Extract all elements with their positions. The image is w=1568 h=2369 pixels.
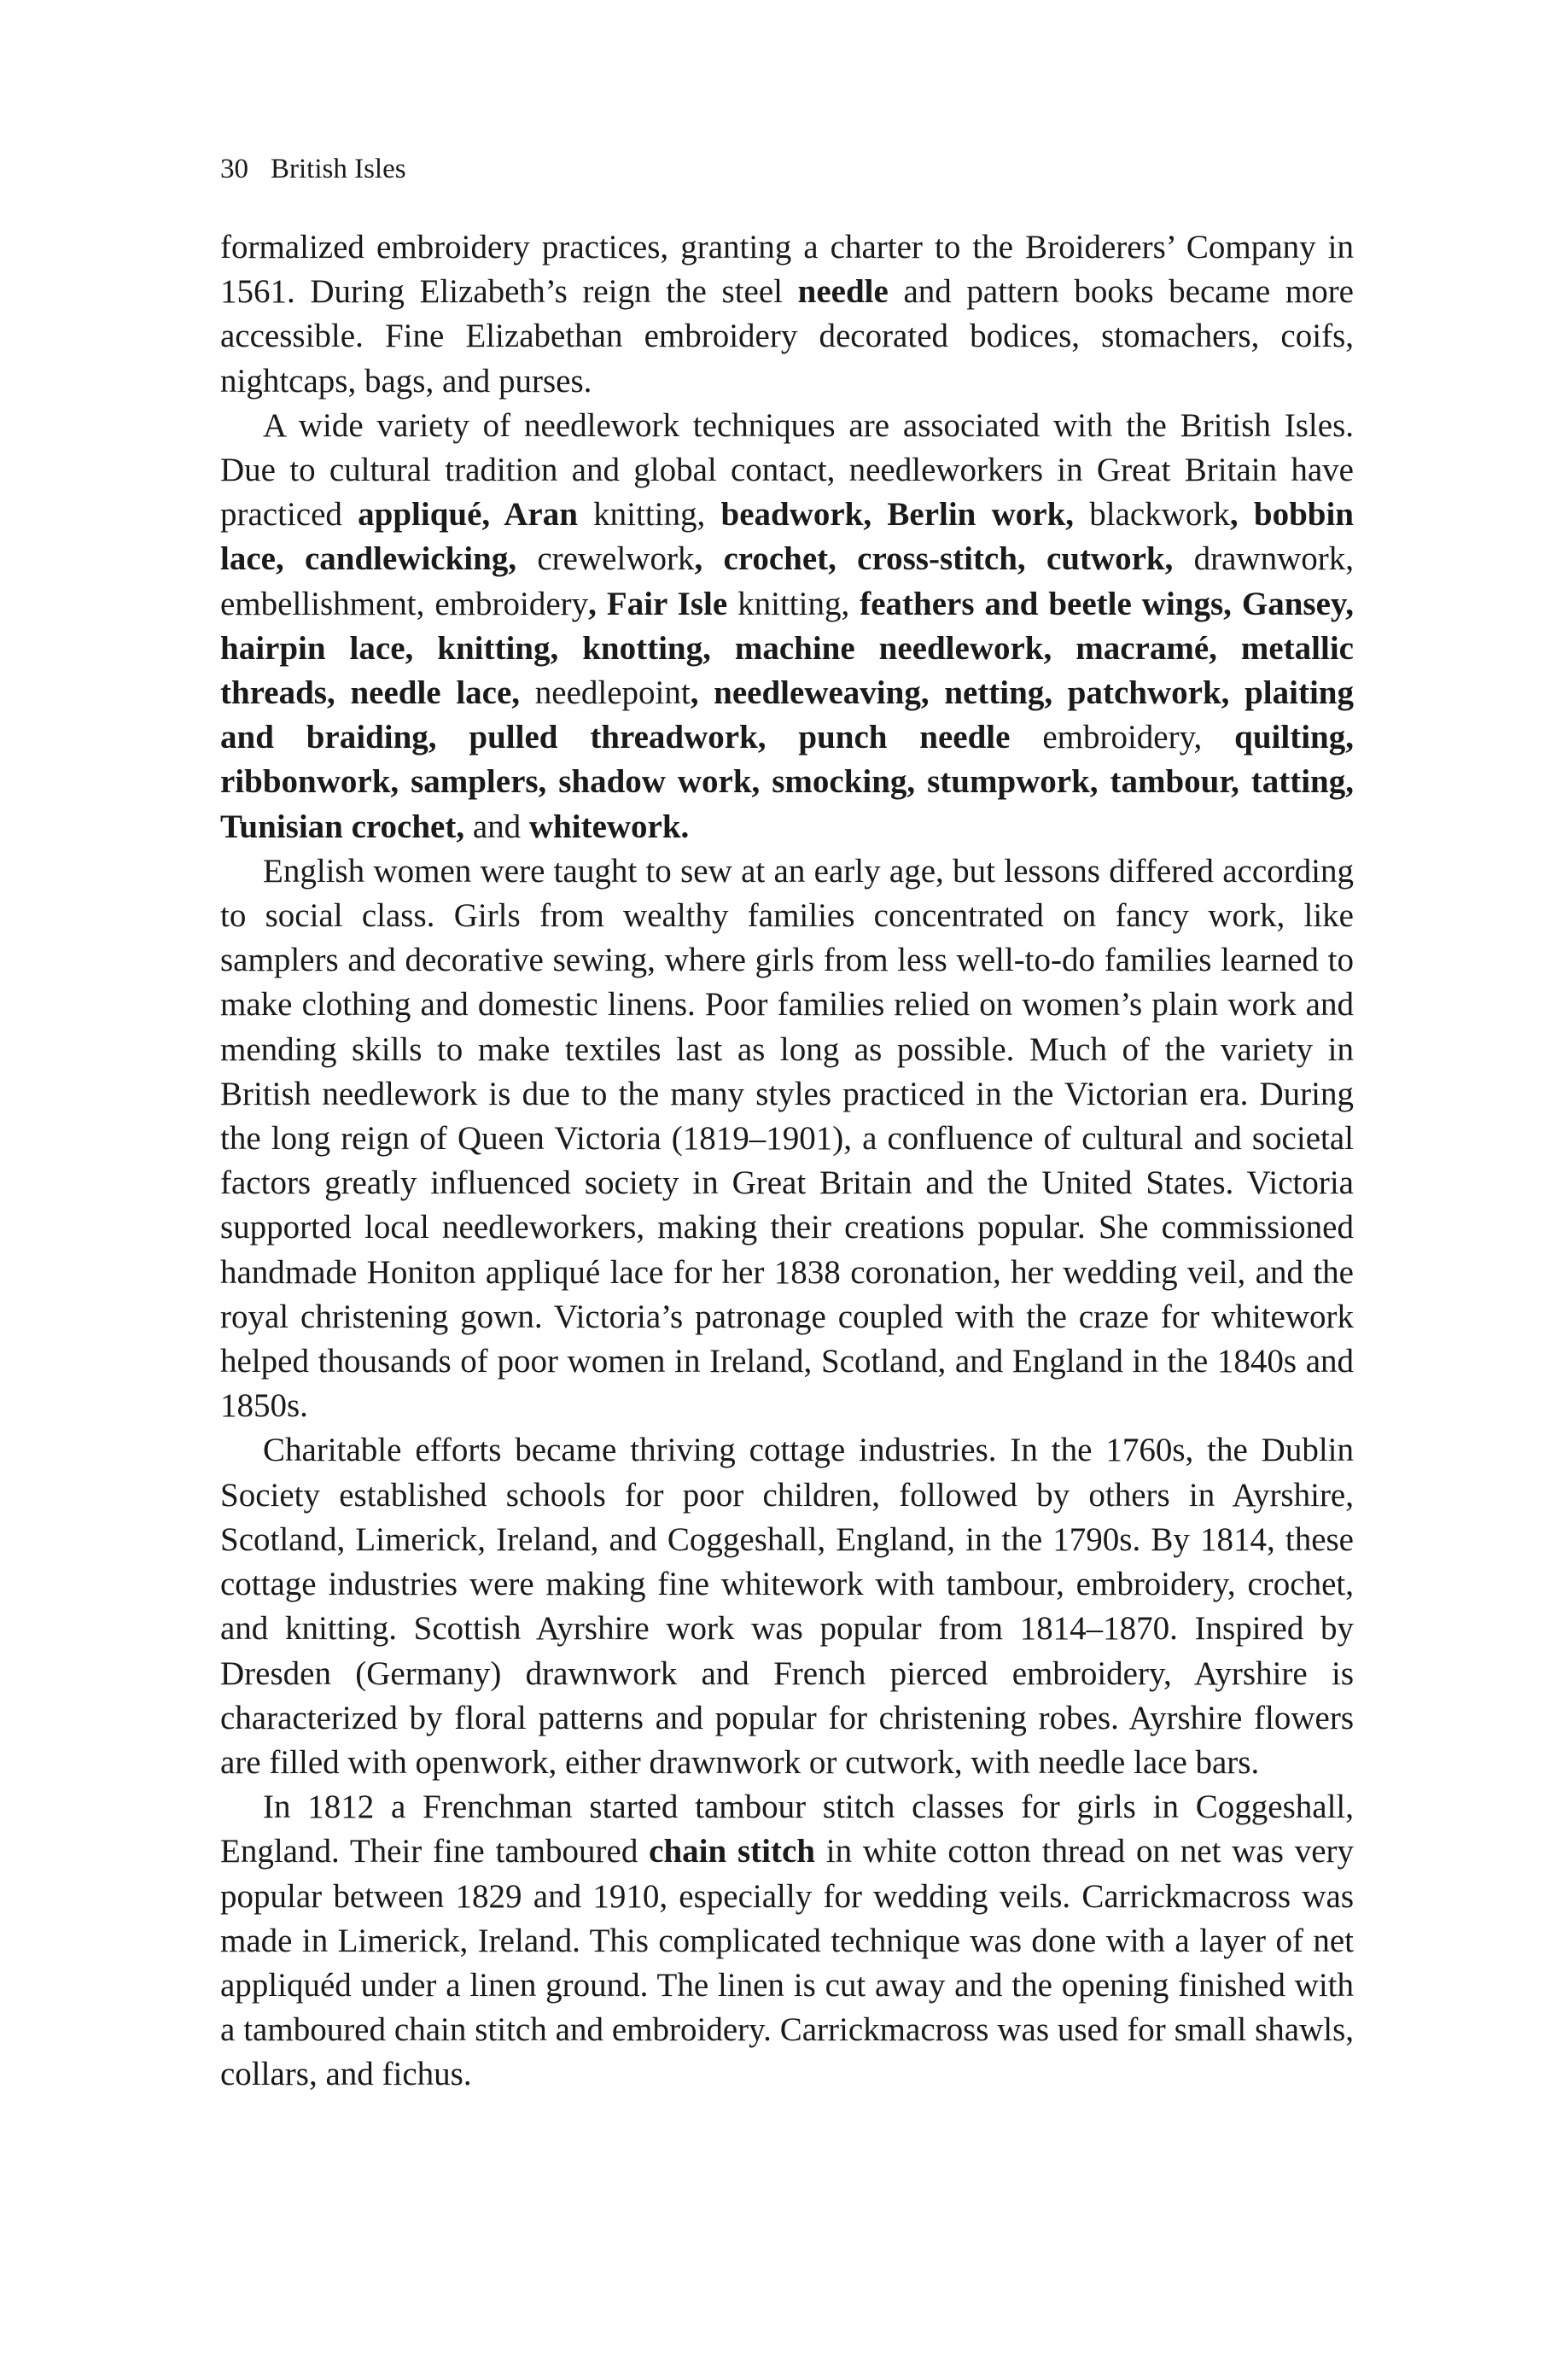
bold-term: needle: [797, 273, 889, 311]
text-run: and pattern books became more accessible. Fine Elizabethan embroidery decorated bodices, stomachers, coifs, nightcaps, bags, and purses.: [220, 273, 1354, 400]
text-run: in white cotton thread on net was very popular between 1829 and 1910, especially for wedding veils. Carrickmacross was made in Limerick, Ireland. This complicated technique was done with a layer of net appliquéd under a linen ground. The linen is cut away and the opening finished with a tamboured chain stitch and embroidery. Carrickmacross was used for small shawls, collars, and fichus.: [220, 1833, 1354, 2093]
bold-term: feathers and beetle wings, Gansey, hairpin lace, knitting, knotting, machine needlework, macramé, metallic threads, needle lace,: [220, 585, 1355, 712]
text-run: blackwork: [1074, 496, 1230, 534]
bold-term: quilting, ribbonwork, samplers, shadow work, smocking, stumpwork, tambour, tatting, Tunisian crochet,: [220, 719, 1354, 845]
text-run: Charitable efforts became thriving cottage industries. In the 1760s, the Dublin Society established schools for poor children, followed by others in Ayrshire, Scotland, Limerick, Ireland, and Coggeshall, England, in the 1790s. By 1814, these cottage industries were making fine whitework with tambour, embroidery, crochet, and knitting. Scottish Ayrshire work was popular from 1814–1870. Inspired by Dresden (Germany) drawnwork and French pierced embroidery, Ayrshire is characterized by floral patterns and popular for christening robes. Ayrshire flowers are filled with openwork, either drawnwork or cutwork, with needle lace bars.: [220, 1432, 1354, 1781]
bold-term: beadwork, Berlin work,: [720, 496, 1075, 534]
text-run: embroidery,: [1010, 719, 1235, 756]
text-run: and: [464, 808, 529, 845]
text-run: knitting,: [577, 496, 721, 534]
paragraph: [220, 225, 1354, 404]
page-number: 30: [220, 154, 248, 184]
running-title: British Isles: [271, 154, 406, 184]
bold-term: , needleweaving, netting, patchwork, plaiting and braiding, pulled threadwork, punch needle: [220, 674, 1354, 756]
text-run: needlepoint: [520, 674, 691, 712]
running-head: [220, 152, 406, 186]
paragraph: [220, 849, 1354, 1429]
text-run: drawnwork, embellishment, embroidery: [220, 540, 1354, 622]
bold-term: whitework.: [528, 808, 690, 845]
bold-term: , Fair Isle: [588, 585, 728, 622]
body-text: [220, 225, 1354, 2098]
bold-term: appliqué, Aran: [358, 496, 578, 534]
text-run: knitting,: [727, 585, 860, 622]
text-run: crewelwork: [516, 540, 695, 578]
paragraph: [220, 404, 1354, 849]
text-run: In 1812 a Frenchman started tambour stitch classes for girls in Coggeshall, England. Their fine tamboured: [220, 1788, 1354, 1870]
text-run: formalized embroidery practices, granting a charter to the Broiderers’ Company in 1561. During Elizabeth’s reign the steel: [220, 229, 1354, 311]
paragraph: [220, 1428, 1354, 1785]
bold-term: , crochet, cross-stitch, cutwork,: [694, 540, 1174, 578]
bold-term: , bobbin lace, candlewicking,: [220, 496, 1354, 578]
text-run: English women were taught to sew at an early age, but lessons differed according to social class. Girls from wealthy families concentrated on fancy work, like samplers and decorative sewing, where girls from less well-to-do families learned to make clothing and domestic linens. Poor families relied on women’s plain work and mending skills to make textiles last as long as possible. Much of the variety in British needlework is due to the many styles practiced in the Victorian era. During the long reign of Queen Victoria (1819–1901), a confluence of cultural and societal factors greatly influenced society in Great Britain and the United States. Victoria supported local needleworkers, making their creations popular. She commissioned handmade Honiton appliqué lace for her 1838 coronation, her wedding veil, and the royal christening gown. Victoria’s patronage coupled with the craze for whitework helped thousands of poor women in Ireland, Scotland, and England in the 1840s and 1850s.: [220, 852, 1354, 1425]
text-run: A wide variety of needlework techniques are associated with the British Isles. Due to cultural tradition and global contact, needleworkers in Great Britain have practiced: [220, 406, 1354, 534]
bold-term: chain stitch: [649, 1833, 815, 1870]
paragraph: [220, 1785, 1354, 2097]
